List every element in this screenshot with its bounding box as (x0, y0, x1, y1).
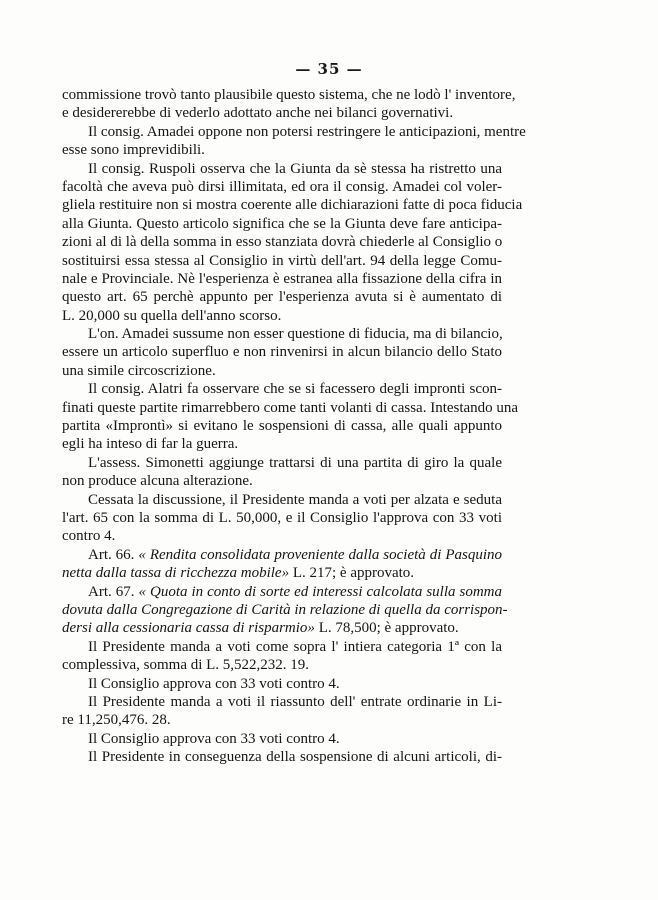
article-title-cont: dersi alla cessionaria cassa di risparmio» (62, 620, 315, 637)
article-number: Art. 66. (88, 546, 135, 563)
article-title: « Rendita consolidata proveniente dalla società di Pasquino (138, 546, 502, 563)
text-line: nale e Provinciale. Nè l'esperienza è estranea alla fissazione della cifra in (62, 270, 502, 287)
text-line: Il consig. Amadei oppone non potersi restringere le anticipazioni, mentre (88, 123, 526, 140)
text-line: re 11,250,476. 28. (62, 712, 171, 729)
text-line: non produce alcuna alterazione. (62, 473, 253, 490)
text-line: Il Consiglio approva con 33 voti contro 4. (88, 730, 340, 747)
text-line: gliela restituire non si mostra coerente alle dichiarazioni fatte di poca fiducia (62, 197, 523, 214)
text-line: esse sono imprevidibili. (62, 142, 205, 159)
text-line: questo art. 65 perchè appunto per l'esperienza avuta si è aumentato di (62, 289, 502, 306)
text-line: e desidererebbe di vederlo adottato anche nei bilanci governativi. (62, 105, 454, 122)
text-line: L'on. Amadei sussume non esser questione di fiducia, ma di bilancio, (88, 326, 503, 343)
text-line: Il Presidente manda a voti il riassunto dell' entrate ordinarie in Li- (88, 693, 502, 710)
page-number: — 35 — (295, 60, 363, 78)
text-line: L'assess. Simonetti aggiunge trattarsi di una partita di giro la quale (88, 454, 502, 471)
article-amount: L. 217; è approvato. (289, 565, 415, 582)
text-line: sostituirsi essa stessa al Consiglio in virtù dell'art. 94 della legge Comu- (62, 252, 502, 269)
text-line-art-67 (62, 583, 502, 601)
text-line: contro 4. (62, 528, 116, 545)
text-line: egli ha inteso di far la guerra. (62, 436, 239, 453)
text-line: dovuta dalla Congregazione di Carità in relazione di quella da corrispon- (62, 601, 508, 618)
article-title-cont: netta dalla tassa di ricchezza mobile» (62, 565, 290, 582)
text-line: partita «Improntì» si evitano le sospensioni di cassa, alle quali appunto (62, 418, 502, 435)
text-line: Il Consiglio approva con 33 voti contro 4. (88, 675, 340, 692)
text-line: Il Presidente manda a voti come sopra l' intiera categoria 1ª con la (88, 638, 502, 655)
text-line: Il consig. Alatri fa osservare che se si facessero degli impronti scon- (88, 381, 502, 398)
text-line: Il consig. Ruspoli osserva che la Giunta da sè stessa ha ristretto una (88, 160, 502, 177)
text-line (62, 619, 502, 637)
text-line: Il Presidente in conseguenza della sospensione di alcuni articoli, di- (88, 749, 502, 766)
article-title: « Quota in conto di sorte ed interessi calcolata sulla somma (138, 583, 503, 600)
text-line: complessiva, somma di L. 5,522,232. 19. (62, 657, 310, 674)
text-line: L. 20,000 su quella dell'anno scorso. (62, 307, 282, 324)
article-amount: L. 78,500; è approvato. (314, 620, 459, 637)
text-line: l'art. 65 con la somma di L. 50,000, e il Consiglio l'approva con 33 voti (62, 509, 502, 526)
text-line: facoltà che aveva può dirsi illimitata, ed ora il consig. Amadei col voler- (62, 178, 502, 195)
body-text (62, 86, 526, 766)
text-line: finati queste partite rimarrebbero come tanti volanti di cassa. Intestando una (62, 399, 519, 416)
article-number: Art. 67. (88, 583, 135, 600)
text-line (62, 564, 502, 582)
text-line: essere un articolo superfluo e non rinvenirsi in alcun bilancio dello Stato (62, 344, 502, 361)
text-line: commissione trovò tanto plausibile questo sistema, che ne lodò l' inventore, (62, 87, 516, 103)
text-line: alla Giunta. Questo articolo significa che se la Giunta deve fare anticipa- (62, 215, 502, 232)
text-line: Cessata la discussione, il Presidente manda a voti per alzata e seduta (88, 491, 502, 508)
text-line-art-66 (62, 546, 502, 564)
text-line: una simile circoscrizione. (62, 362, 216, 379)
text-line: zioni al di là della somma in esso stanziata dovrà chiederle al Consiglio o (62, 234, 503, 251)
